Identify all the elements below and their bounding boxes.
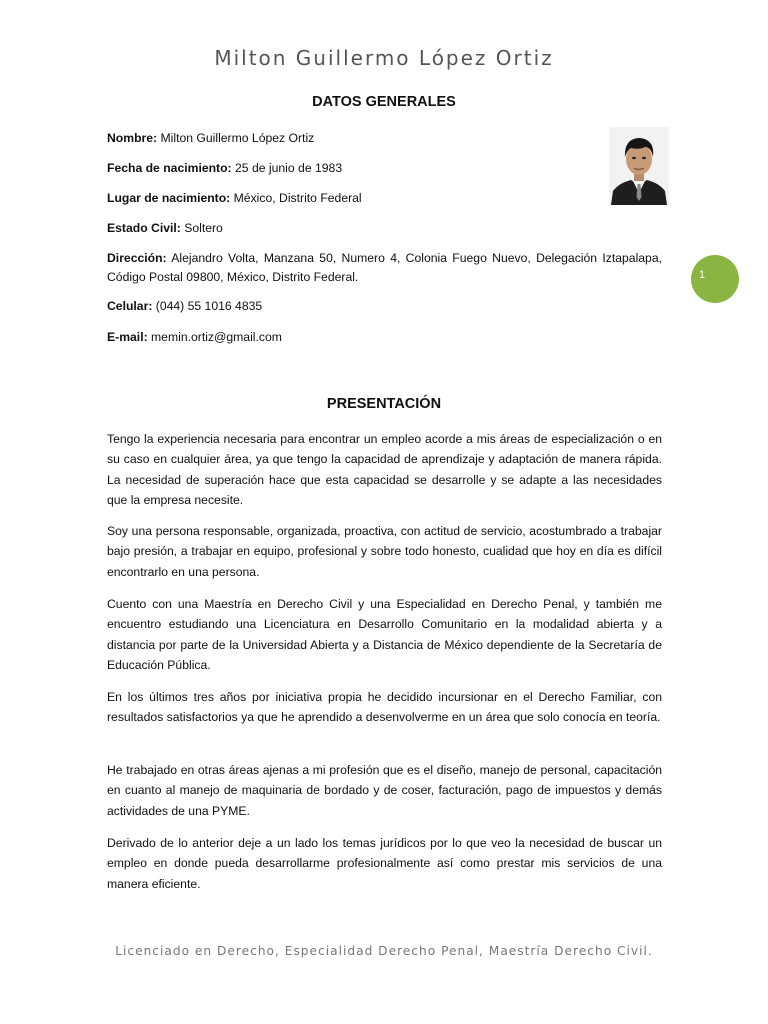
field-estado-civil (107, 219, 662, 238)
field-value: 25 de junio de 1983 (235, 161, 343, 175)
presentacion-title: PRESENTACIÓN (326, 396, 442, 412)
field-direccion (107, 249, 662, 287)
field-email (107, 328, 662, 347)
field-nombre (107, 129, 662, 148)
field-value: Soltero (184, 221, 223, 235)
field-label: Nombre: (107, 131, 158, 145)
header-name: Milton Guillermo López Ortiz (214, 46, 554, 70)
presentacion-paragraph: Soy una persona responsable, organizada, proactiva, con actitud de servicio, acostumbrado a trabajar bajo presión, a trabajar en equipo, profesional y sobre todo honesto, cualidad que hoy en día es difícil encontrarlo en una persona. (107, 524, 662, 579)
portrait-image (609, 127, 669, 205)
field-label: Lugar de nacimiento: (107, 191, 231, 205)
profile-photo (609, 127, 669, 205)
field-label: E-mail: (107, 330, 148, 344)
field-label: Celular: (107, 299, 153, 313)
field-celular (107, 297, 662, 316)
field-label: Fecha de nacimiento: (107, 161, 232, 175)
field-label: Dirección: (107, 251, 167, 265)
field-fecha-nacimiento (107, 159, 662, 178)
page-number-badge (691, 255, 739, 303)
field-label: Estado Civil: (107, 221, 181, 235)
field-lugar-nacimiento (107, 189, 662, 208)
presentacion-paragraph: Cuento con una Maestría en Derecho Civil y una Especialidad en Derecho Penal, y también me encuentro estudiando una Licenciatura en Desarrollo Comunitario en la modalidad abierta y a distancia por parte de la Universidad Abierta y a Distancia de México dependiente de la Secretaría de Educación Pública. (107, 597, 662, 672)
field-value: Milton Guillermo López Ortiz (160, 131, 315, 145)
presentacion-paragraph: Derivado de lo anterior deje a un lado los temas jurídicos por lo que veo la necesidad de buscar un empleo en donde pueda desarrollarme profesionalmente así como prestar mis servicios de una manera eficiente. (107, 836, 662, 891)
field-value: Alejandro Volta, Manzana 50, Numero 4, Colonia Fuego Nuevo, Delegación Iztapalapa, Código Postal 09800, México, Distrito Federal. (107, 251, 662, 284)
field-value: México, Distrito Federal (233, 191, 362, 205)
datos-generales-title: DATOS GENERALES (312, 94, 456, 110)
presentacion-paragraph: En los últimos tres años por iniciativa propia he decidido incursionar en el Derecho Familiar, con resultados satisfactorios ya que he aprendido a desenvolverme en un área que solo conocía en teoría. (107, 690, 662, 725)
presentacion-paragraph: He trabajado en otras áreas ajenas a mi profesión que es el diseño, manejo de personal, capacitación en cuanto al manejo de maquinaria de bordado y de coser, facturación, pago de impuestos y demás actividades de una PYME. (107, 763, 662, 818)
presentacion-paragraph: Tengo la experiencia necesaria para encontrar un empleo acorde a mis áreas de especialización o en su caso en cualquier área, ya que tengo la capacidad de aprendizaje y adaptación de manera rápida. La necesidad de superación hace que esta capacidad se desarrolle y se adapte a las necesidades que la empresa necesite. (107, 432, 662, 507)
field-value: (044) 55 1016 4835 (155, 299, 263, 313)
page-number: 1 (699, 269, 706, 281)
footer-text: Licenciado en Derecho, Especialidad Derecho Penal, Maestría Derecho Civil. (115, 944, 653, 958)
field-value: memin.ortiz@gmail.com (151, 330, 282, 344)
